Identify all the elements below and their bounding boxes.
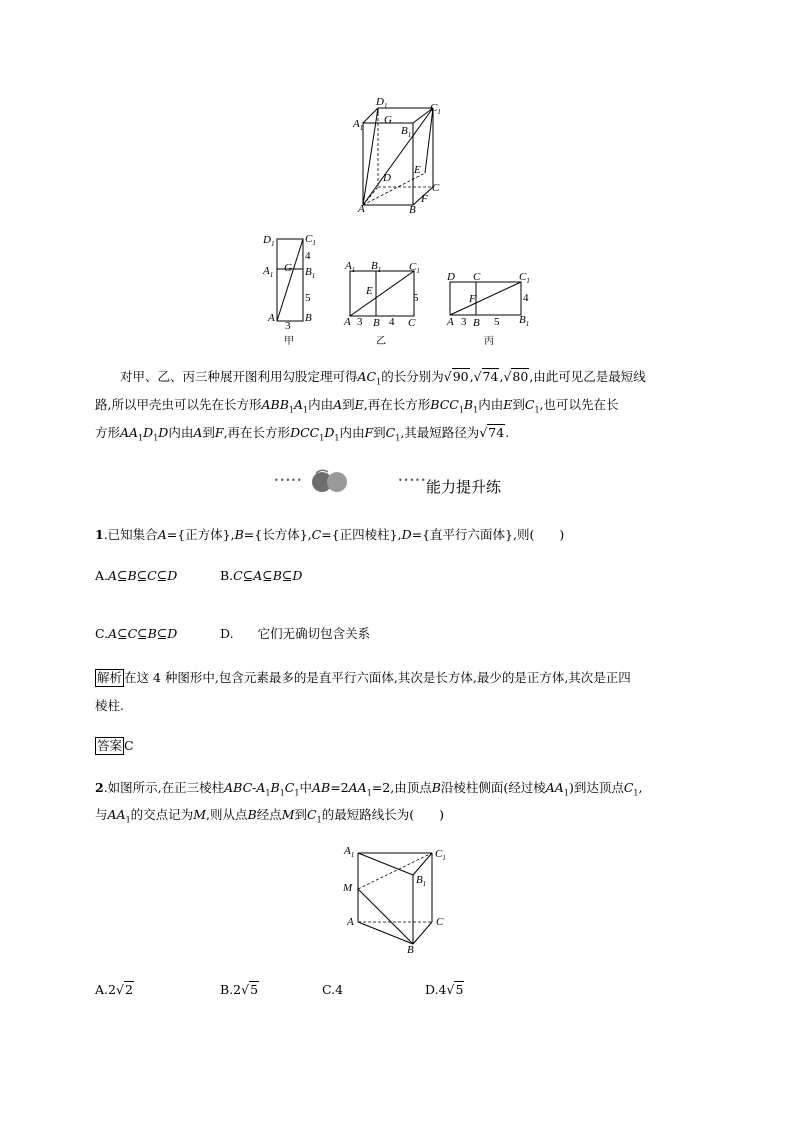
net-yi-B1: $B_1$: [371, 260, 382, 275]
q2-option-a[interactable]: A.2√2: [95, 982, 133, 997]
section-dots-right: •••••: [398, 476, 427, 485]
net-yi-5: 5: [413, 292, 419, 304]
net-bing-4: 4: [523, 292, 529, 304]
net-yi-C1: $C_1$: [409, 261, 420, 276]
label-A1: $A_1$: [353, 118, 364, 133]
label-D1: $D_1$: [376, 96, 388, 111]
q2-option-c[interactable]: C.4: [322, 982, 344, 997]
q1-option-b[interactable]: B.C⊆A⊆B⊆D: [220, 568, 303, 583]
answer-tag: 答案: [97, 738, 123, 753]
net-bing-C: C: [473, 271, 481, 283]
net-jia-5: 5: [305, 292, 311, 304]
net-yi-E: E: [366, 285, 373, 297]
label-C1: $C_1$: [430, 102, 441, 117]
net-bing-3: 3: [461, 316, 467, 328]
q2-stem-line-1: 2.如图所示,在正三棱柱ABC-$A_1B_1C_1$中$AB=2AA_1=2$,由顶点B沿棱柱侧面(经过棱$AA_1$)到达顶点$C_1$,: [95, 780, 643, 798]
net-jia-B1: $B_1$: [305, 266, 316, 281]
net-bing-C1: $C_1$: [519, 271, 530, 286]
q2-option-b[interactable]: B.2√5: [220, 982, 259, 997]
q2-option-d[interactable]: D.4√5: [425, 982, 464, 997]
net-jia-figure: [270, 235, 330, 330]
prism-C1: $C_1$: [435, 848, 446, 863]
net-jia-G: G: [284, 262, 292, 274]
net-yi-3: 3: [357, 316, 363, 328]
net-yi-B: B: [373, 317, 380, 329]
analysis-tag: 解析: [97, 670, 123, 685]
section-title: 能力提升练: [426, 478, 502, 496]
prism-A1: $A_1$: [344, 845, 355, 860]
q1-answer: 答案 C: [97, 738, 134, 753]
label-C: C: [432, 182, 440, 194]
section-logo-icon: [306, 466, 352, 494]
prism-M: M: [343, 882, 353, 894]
net-jia-A: A: [268, 312, 275, 324]
prism-B1: $B_1$: [416, 874, 427, 889]
net-jia-A1: $A_1$: [263, 265, 274, 280]
q1-option-d[interactable]: D. 它们无确切包含关系: [220, 626, 371, 641]
net-yi-caption: 乙: [376, 336, 386, 347]
net-bing-A: A: [447, 316, 454, 328]
label-D: D: [383, 172, 391, 184]
net-yi-A1: $A_1$: [345, 260, 356, 275]
net-bing-B1: $B_1$: [519, 314, 530, 329]
label-E: E: [414, 164, 421, 176]
net-bing-figure: [445, 276, 525, 321]
prism-B: B: [407, 944, 414, 956]
net-yi-A: A: [344, 316, 351, 328]
q1-stem: 1.已知集合A={正方体},B={长方体},C={正四棱柱},D={直平行六面体},则( ): [95, 527, 565, 542]
net-jia-caption: 甲: [284, 336, 294, 347]
label-A: A: [358, 203, 365, 215]
q1-analysis-line-2: 棱柱.: [95, 698, 124, 713]
net-bing-caption: 丙: [484, 336, 494, 347]
net-jia-4: 4: [305, 250, 311, 262]
q1-option-a[interactable]: A.A⊆B⊆C⊆D: [95, 568, 178, 583]
q2-stem-line-2: 与$AA_1$的交点记为M,则从点B经点M到$C_1$的最短路线长为( ): [95, 807, 444, 825]
prism-C: C: [436, 916, 444, 928]
label-B: B: [409, 204, 416, 216]
net-jia-D1: $D_1$: [263, 234, 275, 249]
net-bing-5: 5: [494, 316, 500, 328]
net-bing-B: B: [473, 317, 480, 329]
net-jia-3: 3: [285, 320, 291, 332]
label-B1: $B_1$: [401, 125, 412, 140]
label-F: F: [421, 193, 428, 205]
net-jia-C1: $C_1$: [305, 233, 316, 248]
net-jia-B: B: [305, 312, 312, 324]
q1-analysis-line-1: 解析 在这 4 种图形中,包含元素最多的是直平行六面体,其次是长方体,最少的是正方体,其次是正四: [97, 670, 631, 685]
label-G: G: [384, 114, 392, 126]
net-bing-F: F: [469, 293, 476, 305]
net-yi-4: 4: [389, 316, 395, 328]
prism-figure: [350, 845, 440, 950]
prism-A: A: [347, 916, 354, 928]
solution-line-2: 路,所以甲壳虫可以先在长方形$ABB_1A_1$内由A到E,再在长方形$BCC_1B_1$内由E到$C_1$,也可以先在长: [95, 397, 619, 415]
solution-line-1: 对甲、乙、丙三种展开图利用勾股定理可得$AC_1$的长分别为√90,√74,√80,由此可见乙是最短线: [120, 369, 646, 387]
solution-line-3: 方形$AA_1D_1D$内由A到F,再在长方形$DCC_1D_1$内由F到$C_1$,其最短路径为√74.: [95, 425, 510, 443]
net-bing-D: D: [447, 271, 455, 283]
section-dots-left: •••••: [274, 476, 303, 485]
q1-option-c[interactable]: C.A⊆C⊆B⊆D: [95, 626, 178, 641]
net-yi-C: C: [408, 317, 416, 329]
